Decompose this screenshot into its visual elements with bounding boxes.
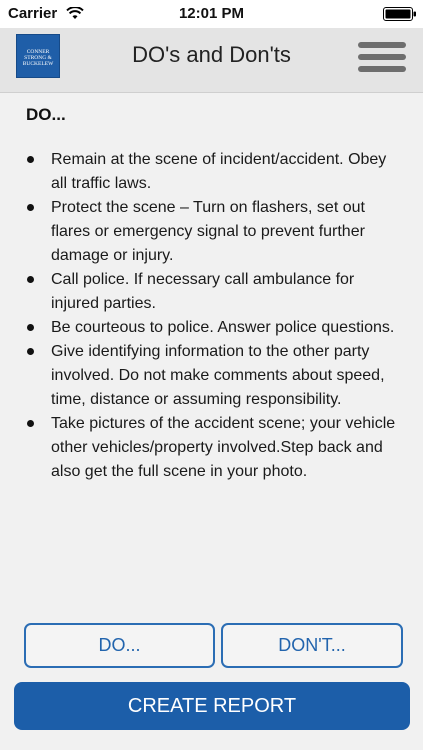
hamburger-menu-icon[interactable]	[358, 42, 406, 72]
list-item-text: Take pictures of the accident scene; your vehicle other vehicles/property involved.Step back and also get the full scene in your photo.	[51, 415, 396, 480]
logo-line-3: BUCKELEW	[22, 61, 54, 67]
section-heading: DO...	[26, 105, 66, 124]
navigation-bar	[0, 28, 423, 93]
list-item-text: Call police. If necessary call ambulance for injured parties.	[51, 271, 355, 312]
list-item	[26, 412, 406, 484]
create-report-button[interactable]: CREATE REPORT	[14, 682, 410, 730]
bullet-icon	[27, 420, 34, 427]
list-item	[26, 316, 406, 340]
logo-line-2: STRONG &	[24, 55, 52, 61]
bullet-icon	[27, 348, 34, 355]
bullet-icon	[27, 276, 34, 283]
do-list	[26, 148, 406, 484]
list-item-text: Give identifying information to the other party involved. Do not make comments about speed, time, distance or assuming responsibility.	[51, 343, 385, 408]
logo-line-1: CONNER	[26, 49, 50, 55]
dont-button[interactable]: DON'T...	[221, 623, 403, 668]
battery-full-icon	[383, 7, 417, 21]
list-item	[26, 148, 406, 196]
status-bar	[0, 0, 423, 28]
list-item	[26, 196, 406, 268]
list-item-text: Remain at the scene of incident/accident. Obey all traffic laws.	[51, 151, 387, 192]
carrier-label: Carrier	[8, 5, 58, 22]
bullet-icon	[27, 204, 34, 211]
status-time: 12:01 PM	[178, 5, 245, 22]
do-button[interactable]: DO...	[24, 623, 215, 668]
list-item-text: Be courteous to police. Answer police questions.	[51, 319, 395, 336]
bullet-icon	[27, 156, 34, 163]
page-title: DO's and Don'ts	[132, 42, 291, 67]
list-item	[26, 268, 406, 316]
list-item	[26, 340, 406, 412]
list-item-text: Protect the scene – Turn on flashers, set out flares or emergency signal to prevent further damage or injury.	[51, 199, 365, 264]
bullet-icon	[27, 324, 34, 331]
